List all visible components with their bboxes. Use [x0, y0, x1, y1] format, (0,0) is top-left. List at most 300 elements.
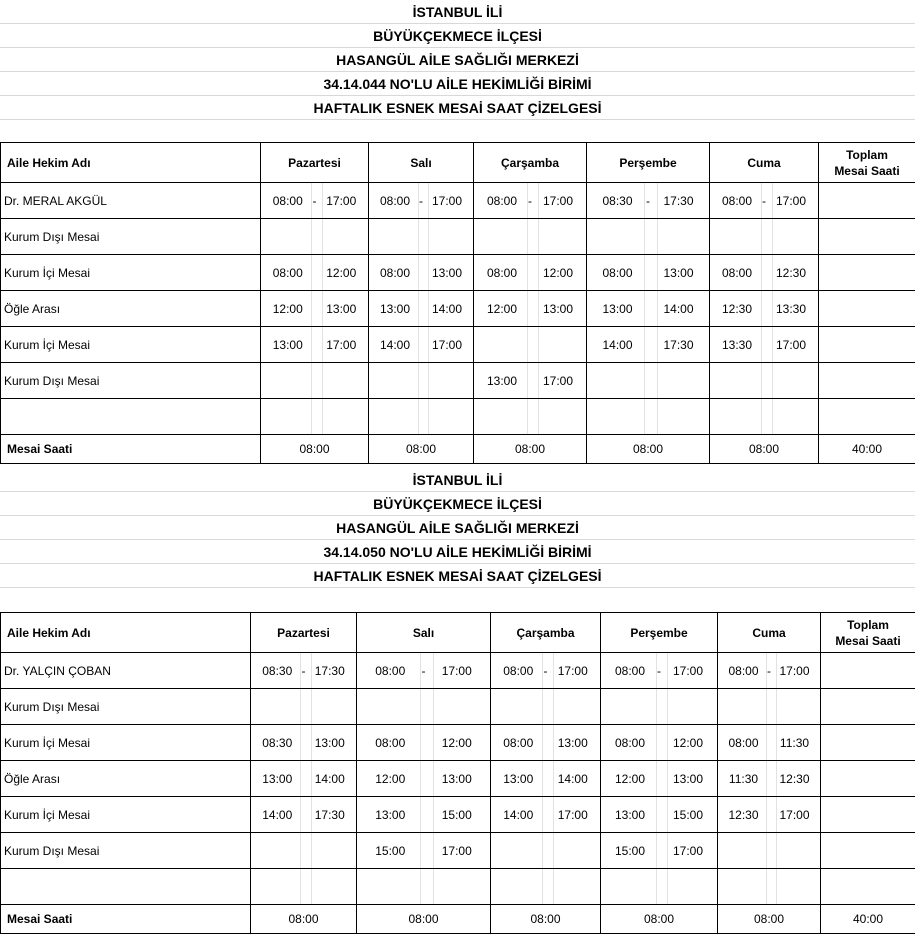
- start-time: 08:00: [272, 193, 303, 208]
- start-time: 08:00: [379, 193, 411, 208]
- time-cell: [587, 183, 710, 219]
- time-cell: [474, 399, 587, 435]
- range-dash: -: [543, 663, 548, 678]
- start-time: 08:00: [602, 265, 633, 280]
- sub-grid-line: [553, 833, 554, 868]
- daily-hours: 08:00: [491, 905, 601, 934]
- sub-grid-line: [761, 363, 762, 398]
- column-header-total: [821, 613, 915, 653]
- end-time: 17:00: [326, 337, 357, 352]
- table-row: [1, 291, 915, 327]
- time-cell: [718, 725, 821, 761]
- time-cell: [491, 689, 601, 725]
- schedule-table: [0, 612, 915, 934]
- time-cell: [369, 327, 474, 363]
- time-range: [587, 255, 709, 290]
- time-cell: [491, 653, 601, 689]
- sub-grid-line: [542, 689, 543, 724]
- time-range: [718, 761, 820, 796]
- sub-grid-line: [656, 689, 657, 724]
- row-label: Öğle Arası: [1, 291, 261, 327]
- time-range: [369, 327, 473, 362]
- table-row: [1, 653, 915, 689]
- time-range: [357, 761, 490, 796]
- end-time: 14:00: [663, 301, 694, 316]
- time-cell: [710, 255, 819, 291]
- range-dash: -: [312, 193, 317, 208]
- grid-line: [0, 587, 915, 588]
- total-cell: [819, 327, 915, 363]
- time-range: [357, 833, 490, 868]
- daily-hours: 08:00: [710, 435, 819, 464]
- end-time: 13:00: [542, 301, 574, 316]
- time-range: [710, 183, 818, 218]
- sub-grid-line: [776, 833, 777, 868]
- column-header-total-line1: Toplam: [846, 147, 888, 162]
- total-cell: [821, 869, 915, 905]
- grid-line: [0, 119, 915, 120]
- end-time: 14:00: [557, 771, 588, 786]
- weekly-total-hours: 40:00: [819, 435, 915, 464]
- time-range: [601, 869, 717, 904]
- end-time: 13:00: [663, 265, 694, 280]
- sub-grid-line: [766, 869, 767, 904]
- start-time: 15:00: [375, 843, 406, 858]
- end-time: 17:00: [557, 807, 588, 822]
- start-time: 08:00: [614, 735, 646, 750]
- range-dash: -: [301, 663, 306, 678]
- start-time: 13:00: [503, 771, 534, 786]
- start-time: 11:30: [728, 771, 759, 786]
- time-cell: [369, 255, 474, 291]
- time-cell: [710, 219, 819, 255]
- sub-grid-line: [553, 689, 554, 724]
- time-range: [587, 291, 709, 326]
- time-range: [369, 183, 473, 218]
- end-time: 13:00: [314, 735, 345, 750]
- time-cell: [369, 363, 474, 399]
- start-time: 08:30: [602, 193, 633, 208]
- time-cell: [357, 689, 491, 725]
- time-range: [491, 869, 600, 904]
- column-header-day: Cuma: [718, 613, 821, 653]
- sub-grid-line: [538, 219, 539, 254]
- time-cell: [587, 219, 710, 255]
- start-time: 08:00: [375, 735, 406, 750]
- total-cell: [819, 291, 915, 327]
- table-row: [1, 689, 915, 725]
- time-range: [710, 363, 818, 398]
- start-time: 13:00: [602, 301, 633, 316]
- time-cell: [474, 183, 587, 219]
- time-cell: [601, 797, 718, 833]
- time-range: [357, 653, 490, 688]
- table-row: [1, 327, 915, 363]
- end-time: 17:00: [326, 193, 357, 208]
- end-time: 12:00: [542, 265, 574, 280]
- time-range: [710, 219, 818, 254]
- time-range: [251, 797, 356, 832]
- time-cell: [474, 255, 587, 291]
- time-range: [710, 291, 818, 326]
- time-range: [601, 761, 717, 796]
- sub-grid-line: [311, 219, 312, 254]
- start-time: 12:00: [272, 301, 303, 316]
- end-time: 17:00: [557, 663, 588, 678]
- daily-hours: 08:00: [587, 435, 710, 464]
- column-header-day: Çarşamba: [491, 613, 601, 653]
- range-dash: -: [419, 193, 423, 208]
- time-cell: [491, 761, 601, 797]
- time-range: [261, 183, 368, 218]
- sub-grid-line: [311, 869, 312, 904]
- time-range: [710, 399, 818, 434]
- time-range: [718, 797, 820, 832]
- total-cell: [821, 761, 915, 797]
- end-time: 14:00: [314, 771, 345, 786]
- start-time: 08:00: [379, 265, 411, 280]
- column-header-day: Çarşamba: [474, 143, 587, 183]
- sub-grid-line: [644, 363, 645, 398]
- time-cell: [357, 761, 491, 797]
- start-time: 08:00: [728, 735, 759, 750]
- sub-grid-line: [428, 363, 429, 398]
- sheet-title-line: 34.14.044 NO'LU AİLE HEKİMLİĞİ BİRİMİ: [323, 76, 592, 92]
- row-label: Kurum İçi Mesai: [1, 725, 251, 761]
- time-cell: [601, 761, 718, 797]
- total-cell: [821, 833, 915, 869]
- sub-grid-line: [776, 869, 777, 904]
- time-cell: [369, 291, 474, 327]
- end-time: 13:00: [431, 265, 463, 280]
- time-cell: [261, 327, 369, 363]
- sub-grid-line: [772, 363, 773, 398]
- range-dash: -: [646, 193, 650, 208]
- table-row: [1, 797, 915, 833]
- daily-hours: 08:00: [369, 435, 474, 464]
- sheet-title-line: 34.14.050 NO'LU AİLE HEKİMLİĞİ BİRİMİ: [323, 544, 592, 560]
- time-cell: [251, 761, 357, 797]
- time-range: [718, 725, 820, 760]
- time-range: [369, 291, 473, 326]
- sub-grid-line: [667, 689, 668, 724]
- sub-grid-line: [527, 399, 528, 434]
- end-time: 17:00: [431, 337, 463, 352]
- daily-hours: 08:00: [474, 435, 587, 464]
- column-header-total: [819, 143, 915, 183]
- column-header-day: Perşembe: [601, 613, 718, 653]
- sub-grid-line: [311, 833, 312, 868]
- end-time: 17:00: [775, 193, 807, 208]
- sub-grid-line: [667, 869, 668, 904]
- time-range: [369, 399, 473, 434]
- daily-hours: 08:00: [251, 905, 357, 934]
- end-time: 12:30: [775, 265, 807, 280]
- start-time: 13:00: [486, 373, 518, 388]
- end-time: 12:30: [779, 771, 810, 786]
- sub-grid-line: [433, 869, 434, 904]
- time-cell: [474, 363, 587, 399]
- start-time: 08:00: [721, 265, 753, 280]
- time-range: [601, 797, 717, 832]
- table-row: [1, 219, 915, 255]
- table-row: [1, 869, 915, 905]
- time-cell: [251, 725, 357, 761]
- sub-grid-line: [538, 399, 539, 434]
- start-time: 08:00: [375, 663, 406, 678]
- time-cell: [474, 291, 587, 327]
- time-cell: [357, 725, 491, 761]
- time-cell: [261, 363, 369, 399]
- time-cell: [357, 833, 491, 869]
- sub-grid-line: [772, 219, 773, 254]
- sub-grid-line: [418, 219, 419, 254]
- time-cell: [251, 797, 357, 833]
- time-cell: [718, 833, 821, 869]
- time-range: [587, 327, 709, 362]
- table-header-row: [1, 613, 915, 653]
- end-time: 12:00: [441, 735, 472, 750]
- time-range: [261, 291, 368, 326]
- sub-grid-line: [656, 869, 657, 904]
- time-cell: [718, 869, 821, 905]
- time-cell: [261, 291, 369, 327]
- time-range: [357, 689, 490, 724]
- time-cell: [601, 689, 718, 725]
- sub-grid-line: [776, 689, 777, 724]
- sub-grid-line: [300, 833, 301, 868]
- range-dash: -: [528, 193, 532, 208]
- column-header-day: Pazartesi: [251, 613, 357, 653]
- time-cell: [369, 219, 474, 255]
- row-label: Öğle Arası: [1, 761, 251, 797]
- sub-grid-line: [538, 327, 539, 362]
- row-label: Kurum Dışı Mesai: [1, 363, 261, 399]
- end-time: 17:00: [431, 193, 463, 208]
- sub-grid-line: [433, 689, 434, 724]
- end-time: 13:00: [326, 301, 357, 316]
- time-range: [491, 833, 600, 868]
- start-time: 08:00: [503, 735, 534, 750]
- time-cell: [601, 725, 718, 761]
- start-time: 08:00: [486, 193, 518, 208]
- time-cell: [261, 219, 369, 255]
- time-range: [357, 725, 490, 760]
- start-time: 08:00: [486, 265, 518, 280]
- time-range: [718, 869, 820, 904]
- start-time: 12:30: [728, 807, 759, 822]
- row-label: Dr. MERAL AKGÜL: [1, 183, 261, 219]
- time-cell: [474, 219, 587, 255]
- end-time: 17:30: [314, 807, 345, 822]
- time-range: [369, 255, 473, 290]
- daily-hours: 08:00: [357, 905, 491, 934]
- sub-grid-line: [657, 219, 658, 254]
- time-cell: [710, 183, 819, 219]
- start-time: 08:00: [721, 193, 753, 208]
- sub-grid-line: [542, 833, 543, 868]
- start-time: 13:00: [375, 807, 406, 822]
- time-range: [491, 725, 600, 760]
- start-time: 15:00: [614, 843, 646, 858]
- total-cell: [819, 363, 915, 399]
- time-range: [474, 327, 586, 362]
- sub-grid-line: [311, 689, 312, 724]
- time-range: [261, 327, 368, 362]
- time-cell: [251, 833, 357, 869]
- time-cell: [601, 653, 718, 689]
- sub-grid-line: [527, 219, 528, 254]
- total-cell: [819, 219, 915, 255]
- range-dash: -: [421, 663, 426, 678]
- sheet-title-line: HASANGÜL AİLE SAĞLIĞI MERKEZİ: [336, 520, 579, 536]
- time-cell: [710, 291, 819, 327]
- time-range: [474, 219, 586, 254]
- start-time: 08:00: [272, 265, 303, 280]
- total-cell: [819, 255, 915, 291]
- weekly-total-hours: 40:00: [821, 905, 915, 934]
- daily-hours: 08:00: [601, 905, 718, 934]
- sub-grid-line: [418, 399, 419, 434]
- start-time: 13:00: [379, 301, 411, 316]
- time-range: [491, 689, 600, 724]
- end-time: 13:00: [557, 735, 588, 750]
- time-cell: [491, 725, 601, 761]
- time-range: [718, 833, 820, 868]
- sheet-title-line: BÜYÜKÇEKMECE İLÇESİ: [373, 496, 542, 512]
- column-header-day: Salı: [369, 143, 474, 183]
- time-range: [474, 363, 586, 398]
- time-range: [474, 399, 586, 434]
- end-time: 17:00: [542, 373, 574, 388]
- time-cell: [710, 327, 819, 363]
- summary-row: [1, 435, 915, 464]
- column-header-total-line2: Mesai Saati: [834, 163, 900, 178]
- end-time: 14:00: [431, 301, 463, 316]
- sub-grid-line: [553, 869, 554, 904]
- time-cell: [587, 327, 710, 363]
- time-cell: [251, 869, 357, 905]
- time-range: [357, 869, 490, 904]
- sub-grid-line: [766, 689, 767, 724]
- time-range: [601, 833, 717, 868]
- end-time: 17:00: [672, 663, 704, 678]
- sub-grid-line: [300, 869, 301, 904]
- start-time: 08:00: [728, 663, 759, 678]
- start-time: 13:00: [272, 337, 303, 352]
- time-cell: [601, 869, 718, 905]
- time-range: [587, 399, 709, 434]
- time-cell: [718, 689, 821, 725]
- sub-grid-line: [420, 689, 421, 724]
- end-time: 13:00: [672, 771, 704, 786]
- range-dash: -: [762, 193, 766, 208]
- total-cell: [821, 653, 915, 689]
- time-range: [251, 653, 356, 688]
- end-time: 17:00: [441, 843, 472, 858]
- time-range: [251, 725, 356, 760]
- row-label: Kurum Dışı Mesai: [1, 219, 261, 255]
- end-time: 17:30: [314, 663, 345, 678]
- column-header-name: Aile Hekim Adı: [1, 613, 251, 653]
- sub-grid-line: [420, 869, 421, 904]
- end-time: 17:00: [672, 843, 704, 858]
- sheet-title-line: BÜYÜKÇEKMECE İLÇESİ: [373, 28, 542, 44]
- sub-grid-line: [311, 363, 312, 398]
- total-cell: [821, 797, 915, 833]
- table-row: [1, 833, 915, 869]
- time-range: [491, 761, 600, 796]
- time-range: [587, 219, 709, 254]
- column-header-total-line1: Toplam: [847, 617, 889, 632]
- sheet-title-line: İSTANBUL İLİ: [412, 4, 503, 20]
- sub-grid-line: [428, 399, 429, 434]
- end-time: 17:00: [775, 337, 807, 352]
- sub-grid-line: [657, 363, 658, 398]
- table-header-row: [1, 143, 915, 183]
- row-label: Kurum Dışı Mesai: [1, 689, 251, 725]
- time-range: [251, 869, 356, 904]
- end-time: 17:00: [779, 807, 810, 822]
- start-time: 08:00: [614, 663, 646, 678]
- sub-grid-line: [761, 219, 762, 254]
- time-cell: [718, 653, 821, 689]
- time-cell: [718, 761, 821, 797]
- column-header-name: Aile Hekim Adı: [1, 143, 261, 183]
- end-time: 17:30: [663, 193, 694, 208]
- time-cell: [587, 363, 710, 399]
- time-cell: [587, 255, 710, 291]
- row-label: [1, 399, 261, 435]
- end-time: 11:30: [779, 735, 810, 750]
- sub-grid-line: [322, 363, 323, 398]
- time-cell: [491, 833, 601, 869]
- table-row: [1, 761, 915, 797]
- sub-grid-line: [428, 219, 429, 254]
- time-range: [587, 183, 709, 218]
- time-cell: [718, 797, 821, 833]
- sub-grid-line: [527, 327, 528, 362]
- end-time: 15:00: [672, 807, 704, 822]
- time-cell: [587, 399, 710, 435]
- column-header-day: Perşembe: [587, 143, 710, 183]
- sheet-title-line: HAFTALIK ESNEK MESAİ SAAT ÇİZELGESİ: [313, 568, 602, 584]
- time-range: [718, 653, 820, 688]
- end-time: 15:00: [441, 807, 472, 822]
- end-time: 17:00: [441, 663, 472, 678]
- sheet-title-line: HASANGÜL AİLE SAĞLIĞI MERKEZİ: [336, 52, 579, 68]
- sub-grid-line: [644, 219, 645, 254]
- start-time: 13:00: [262, 771, 293, 786]
- sub-grid-line: [761, 399, 762, 434]
- end-time: 12:00: [326, 265, 357, 280]
- start-time: 14:00: [379, 337, 411, 352]
- column-header-day: Salı: [357, 613, 491, 653]
- time-range: [261, 255, 368, 290]
- time-cell: [710, 363, 819, 399]
- row-label: Dr. YALÇIN ÇOBAN: [1, 653, 251, 689]
- daily-hours: 08:00: [718, 905, 821, 934]
- end-time: 17:00: [542, 193, 574, 208]
- summary-label: Mesai Saati: [1, 435, 261, 464]
- table-row: [1, 725, 915, 761]
- sub-grid-line: [542, 869, 543, 904]
- start-time: 08:30: [262, 735, 293, 750]
- time-cell: [474, 327, 587, 363]
- time-range: [718, 689, 820, 724]
- time-cell: [369, 183, 474, 219]
- table-row: [1, 363, 915, 399]
